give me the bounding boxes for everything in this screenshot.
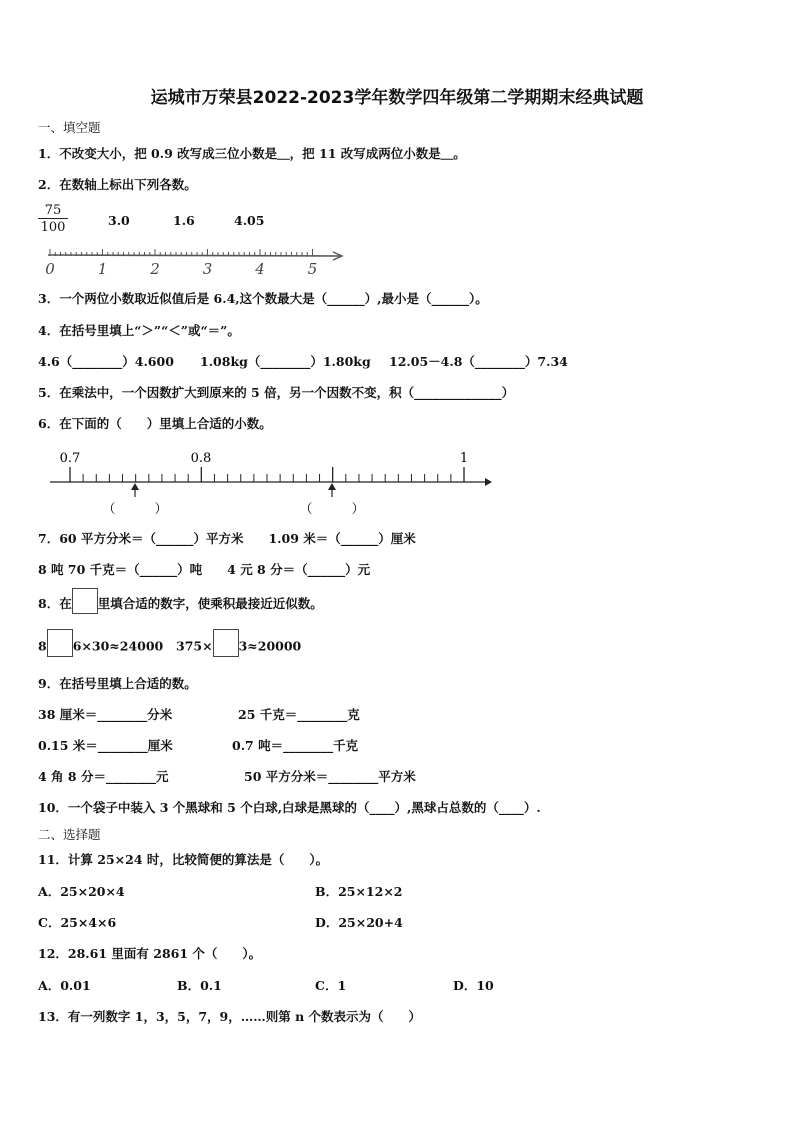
value-3-0: 3.0	[108, 213, 130, 228]
number-line-decimal	[40, 445, 500, 525]
question-6-text: 6．在下面的（ ）里填上合适的小数。	[38, 416, 272, 431]
question-1: 1．不改变大小，把 0.9 改写成三位小数是＿，把 11 改写成两位小数是＿。	[38, 146, 466, 161]
e1-prefix: 8	[38, 638, 47, 654]
q8-suffix: 里填合适的数字，使乘积最接近近似数。	[97, 596, 323, 611]
question-12-text: 12．28.61 里面有 2861 个（ ）。	[38, 946, 262, 961]
question-7-line-2: 8 吨 70 千克＝（______）吨 4 元 8 分＝（______）元	[38, 562, 371, 577]
conversion-2: 25 千克＝________克	[238, 707, 360, 722]
e1-suffix: 6×30≈24000	[72, 638, 164, 654]
e2-prefix: 375×	[176, 638, 213, 654]
q11-option-a[interactable]: A．25×20×4	[38, 884, 125, 899]
q11-option-d[interactable]: D．25×20+4	[315, 915, 403, 930]
compare-item-3: 12.05－4.8（________）7.34	[389, 354, 568, 369]
fraction-numerator: 75	[38, 204, 68, 219]
axis-label-0-7: 0.7	[59, 451, 81, 466]
digit-box-1[interactable]	[47, 629, 73, 657]
number-line-label: 2	[150, 260, 160, 278]
conversion-3: 0.15 米＝________厘米	[38, 738, 173, 753]
q12-option-d[interactable]: D．10	[453, 978, 494, 993]
value-1-6: 1.6	[173, 213, 195, 228]
e2-suffix: 3≈20000	[238, 638, 302, 654]
question-2-text: 2．在数轴上标出下列各数。	[38, 177, 197, 192]
axis-label-1: 1	[459, 451, 469, 466]
digit-box-sample	[72, 588, 98, 614]
page-title: 运城市万荣县2022-2023学年数学四年级第二学期期末经典试题	[150, 88, 644, 108]
number-line-label: 5	[307, 260, 318, 278]
question-3: 3．一个两位小数取近似值后是 6.4,这个数最大是（______）,最小是（______）。	[38, 291, 488, 306]
fraction-denominator: 100	[40, 220, 66, 235]
number-line-label: 1	[97, 260, 108, 278]
number-line-handdrawn	[40, 245, 350, 279]
section-heading-fill-blank: 一、填空题	[38, 120, 101, 135]
question-9-text: 9．在括号里填上合适的数。	[38, 676, 197, 691]
q12-option-b[interactable]: B．0.1	[177, 978, 222, 993]
question-4-text: 4．在括号里填上“＞”“＜”或“＝”。	[38, 323, 240, 338]
section-heading-choice: 二、选择题	[38, 827, 101, 842]
q12-option-c[interactable]: C．1	[315, 978, 347, 993]
fraction-75-100	[38, 204, 68, 234]
conversion-4: 0.7 吨＝________千克	[232, 738, 359, 753]
number-line-label: 3	[202, 260, 213, 278]
q8-prefix: 8．在	[38, 596, 72, 611]
answer-blank-1: （ ）	[102, 502, 168, 517]
question-7-line-1: 7．60 平方分米＝（______）平方米 1.09 米＝（______）厘米	[38, 531, 416, 546]
arrow-marker-1	[131, 483, 139, 497]
question-8-text	[38, 595, 323, 614]
number-line-label: 0	[45, 260, 55, 278]
conversion-6: 50 平方分米＝________平方米	[244, 769, 416, 784]
question-10: 10．一个袋子中装入 3 个黑球和 5 个白球,白球是黑球的（____）,黑球占总数的（____）.	[38, 800, 541, 815]
q11-option-b[interactable]: B．25×12×2	[315, 884, 403, 899]
number-line-label: 4	[255, 260, 265, 278]
compare-item-1: 4.6（________）4.600	[38, 354, 174, 369]
value-4-05: 4.05	[234, 213, 265, 228]
digit-box-2[interactable]	[213, 629, 239, 657]
estimate-expression-1	[38, 637, 163, 657]
question-13: 13．有一列数字 1，3，5，7，9，……则第 n 个数表示为（ ）	[38, 1009, 422, 1024]
axis-label-0-8: 0.8	[190, 451, 212, 466]
question-11-text: 11．计算 25×24 时，比较简便的算法是（ ）。	[38, 852, 329, 867]
conversion-5: 4 角 8 分＝________元	[38, 769, 169, 784]
question-5: 5．在乘法中，一个因数扩大到原来的 5 倍，另一个因数不变，积（______________）	[38, 385, 515, 400]
conversion-1: 38 厘米＝________分米	[38, 707, 173, 722]
estimate-expression-2	[176, 637, 301, 657]
compare-item-2: 1.08kg（________）1.80kg	[200, 354, 371, 369]
q11-option-c[interactable]: C．25×4×6	[38, 915, 117, 930]
q12-option-a[interactable]: A．0.01	[38, 978, 91, 993]
arrow-marker-2	[328, 483, 336, 497]
answer-blank-2: （ ）	[299, 502, 365, 517]
